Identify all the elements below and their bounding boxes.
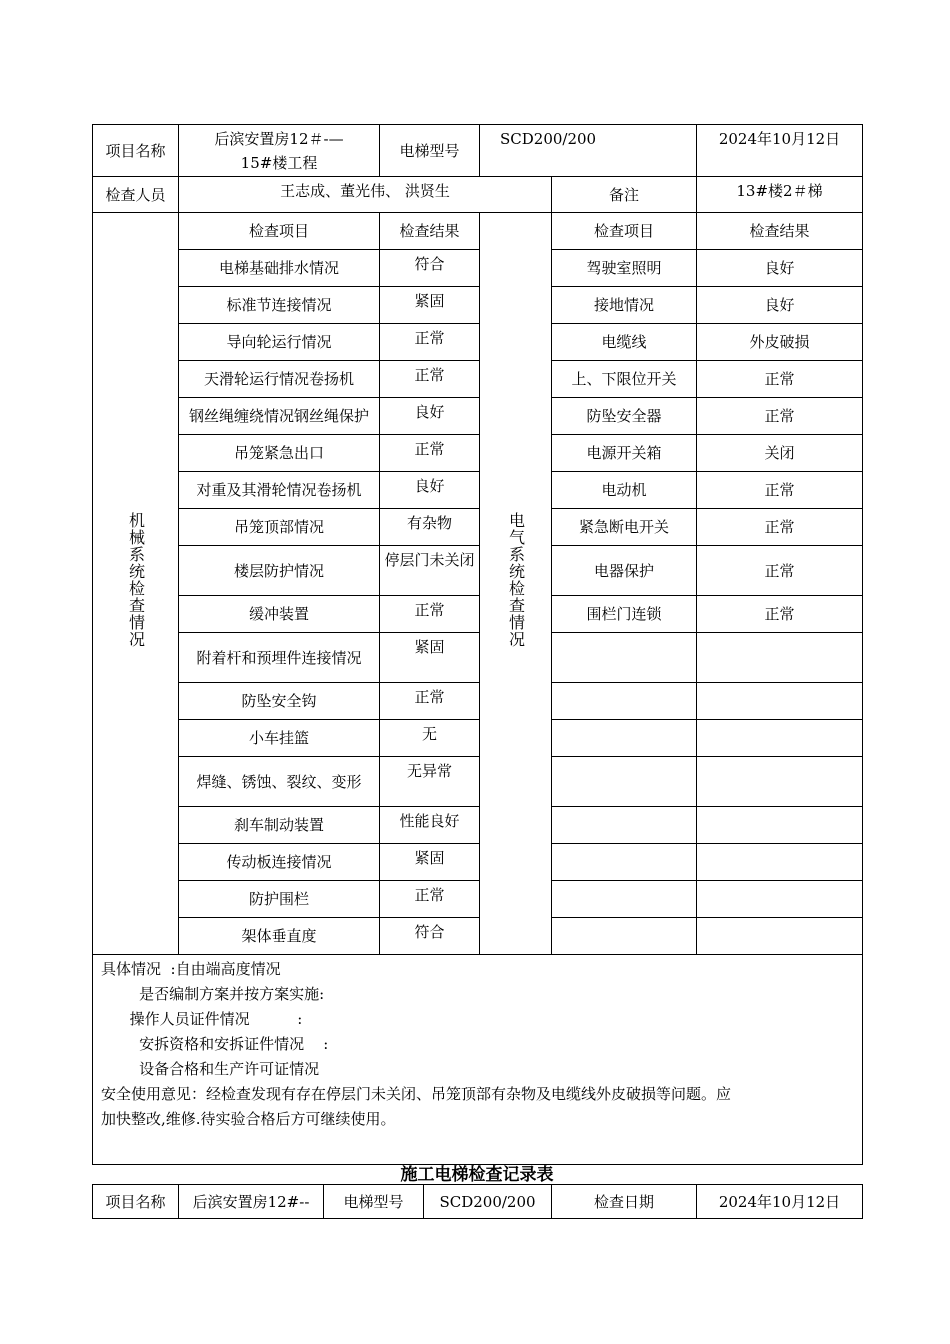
- elec-item-empty: [552, 720, 697, 757]
- mech-result: 紧固: [380, 287, 480, 324]
- inspector-label: 检查人员: [93, 177, 179, 213]
- mech-item: 小车挂篮: [179, 720, 380, 757]
- mech-result: 无异常: [380, 757, 480, 807]
- mech-item: 刹车制动装置: [179, 807, 380, 844]
- mech-item: 吊笼紧急出口: [179, 435, 380, 472]
- inspection-table: [92, 124, 863, 1165]
- table-row: [93, 807, 863, 844]
- table-row: [93, 398, 863, 435]
- mech-item: 吊笼顶部情况: [179, 509, 380, 546]
- mech-item: 防护围栏: [179, 881, 380, 918]
- elec-result: 良好: [697, 287, 863, 324]
- inspection-date-value: 2024年10月12日: [697, 125, 863, 177]
- table-row: [93, 683, 863, 720]
- table-row: [93, 757, 863, 807]
- table-row: [93, 324, 863, 361]
- elec-result: 正常: [697, 546, 863, 596]
- mech-item: 天滑轮运行情况卷扬机: [179, 361, 380, 398]
- table-row: [93, 509, 863, 546]
- mech-result: 性能良好: [380, 807, 480, 844]
- elec-item-empty: [552, 633, 697, 683]
- mech-result: 正常: [380, 324, 480, 361]
- mech-result: 符合: [380, 250, 480, 287]
- mech-result: 有杂物: [380, 509, 480, 546]
- mech-result: 良好: [380, 398, 480, 435]
- mech-result: 符合: [380, 918, 480, 955]
- notes-line: 具体情况 :自由端高度情况: [101, 960, 281, 978]
- elec-item: 接地情况: [552, 287, 697, 324]
- elec-item-empty: [552, 757, 697, 807]
- elec-result: 正常: [697, 596, 863, 633]
- inspection-date-label: 检查日期: [552, 1185, 697, 1219]
- table-row: [93, 881, 863, 918]
- elec-result-empty: [697, 633, 863, 683]
- notes-section: [93, 955, 863, 1165]
- elec-result-empty: [697, 844, 863, 881]
- notes-line: 是否编制方案并按方案实施:: [101, 985, 325, 1003]
- elec-item-empty: [552, 844, 697, 881]
- elec-result: 正常: [697, 472, 863, 509]
- mech-result: 正常: [380, 596, 480, 633]
- remark-label: 备注: [552, 177, 697, 213]
- elec-item: 围栏门连锁: [552, 596, 697, 633]
- mech-item: 传动板连接情况: [179, 844, 380, 881]
- elec-item: 电缆线: [552, 324, 697, 361]
- elec-result-empty: [697, 757, 863, 807]
- project-name-label: 项目名称: [93, 125, 179, 177]
- mech-result: 正常: [380, 683, 480, 720]
- second-form-table: [92, 1184, 863, 1219]
- notes-line: 操作人员证件情况 :: [101, 1010, 303, 1028]
- column-header-result: 检查结果: [697, 213, 863, 250]
- table-row: [93, 633, 863, 683]
- mech-result: 紧固: [380, 844, 480, 881]
- elec-item-empty: [552, 918, 697, 955]
- mech-item: 标准节连接情况: [179, 287, 380, 324]
- mech-result: 紧固: [380, 633, 480, 683]
- elec-item: 上、下限位开关: [552, 361, 697, 398]
- column-header-result: 检查结果: [380, 213, 480, 250]
- project-name-label: 项目名称: [93, 1185, 179, 1219]
- notes-line: 安拆资格和安拆证件情况 :: [101, 1035, 329, 1053]
- remark-value: 13#楼2＃梯: [697, 177, 863, 213]
- elec-result: 正常: [697, 509, 863, 546]
- mech-item: 楼层防护情况: [179, 546, 380, 596]
- mech-result: 正常: [380, 881, 480, 918]
- table-row: [93, 250, 863, 287]
- elec-item: 电动机: [552, 472, 697, 509]
- mech-result: 正常: [380, 435, 480, 472]
- elec-result-empty: [697, 807, 863, 844]
- mech-item: 电梯基础排水情况: [179, 250, 380, 287]
- elec-item-empty: [552, 807, 697, 844]
- elec-item: 电器保护: [552, 546, 697, 596]
- column-header-item: 检查项目: [552, 213, 697, 250]
- elec-result-empty: [697, 720, 863, 757]
- form-title: 施工电梯检查记录表: [400, 1165, 554, 1185]
- mech-result: 无: [380, 720, 480, 757]
- elec-item: 驾驶室照明: [552, 250, 697, 287]
- table-row: [93, 844, 863, 881]
- elec-result-empty: [697, 683, 863, 720]
- table-row: [93, 361, 863, 398]
- notes-line: 设备合格和生产许可证情况: [101, 1060, 320, 1078]
- mech-item: 对重及其滑轮情况卷扬机: [179, 472, 380, 509]
- mech-item: 钢丝绳缠绕情况钢丝绳保护: [179, 398, 380, 435]
- column-header-item: 检查项目: [179, 213, 380, 250]
- elec-item: 电源开关箱: [552, 435, 697, 472]
- elevator-model-label: 电梯型号: [380, 125, 480, 177]
- mech-result: 停层门未关闭: [380, 546, 480, 596]
- safety-opinion: 加快整改,维修.待实验合格后方可继续使用。: [101, 1110, 396, 1128]
- table-row: [93, 720, 863, 757]
- elec-result: 关闭: [697, 435, 863, 472]
- elec-result: 良好: [697, 250, 863, 287]
- elec-result-empty: [697, 881, 863, 918]
- elec-result: 正常: [697, 398, 863, 435]
- mech-item: 附着杆和预埋件连接情况: [179, 633, 380, 683]
- table-row: [93, 435, 863, 472]
- table-row: [93, 287, 863, 324]
- table-row: [93, 546, 863, 596]
- mech-item: 缓冲装置: [179, 596, 380, 633]
- safety-opinion: 安全使用意见：经检查发现有存在停层门未关闭、吊笼顶部有杂物及电缆线外皮破损等问题。应: [101, 1085, 732, 1103]
- elec-item-empty: [552, 881, 697, 918]
- elec-item-empty: [552, 683, 697, 720]
- mech-result: 良好: [380, 472, 480, 509]
- elevator-model-value: SCD200/200: [424, 1185, 552, 1219]
- mech-item: 防坠安全钩: [179, 683, 380, 720]
- table-row: [93, 213, 863, 250]
- project-name-value: 后滨安置房12＃-—15#楼工程: [179, 125, 380, 177]
- table-row: [93, 918, 863, 955]
- mech-item: 焊缝、锈蚀、裂纹、变形: [179, 757, 380, 807]
- inspection-date-value: 2024年10月12日: [697, 1185, 863, 1219]
- mechanical-system-label: [93, 213, 179, 955]
- mech-result: 正常: [380, 361, 480, 398]
- elec-result: 正常: [697, 361, 863, 398]
- electrical-system-label: [480, 213, 552, 955]
- project-name-value: 后滨安置房12#--: [179, 1185, 324, 1219]
- elevator-model-value: SCD200/200: [480, 125, 697, 177]
- elec-result: 外皮破损: [697, 324, 863, 361]
- inspector-value: 王志成、董光伟、 洪贤生: [179, 177, 552, 213]
- electrical-system-text: 电气系统检查情况: [506, 512, 526, 648]
- table-row: [93, 472, 863, 509]
- mech-item: 导向轮运行情况: [179, 324, 380, 361]
- mechanical-system-text: 机械系统检查情况: [126, 512, 146, 648]
- table-row: [93, 596, 863, 633]
- mech-item: 架体垂直度: [179, 918, 380, 955]
- elec-item: 紧急断电开关: [552, 509, 697, 546]
- elec-item: 防坠安全器: [552, 398, 697, 435]
- elec-result-empty: [697, 918, 863, 955]
- elevator-model-label: 电梯型号: [324, 1185, 424, 1219]
